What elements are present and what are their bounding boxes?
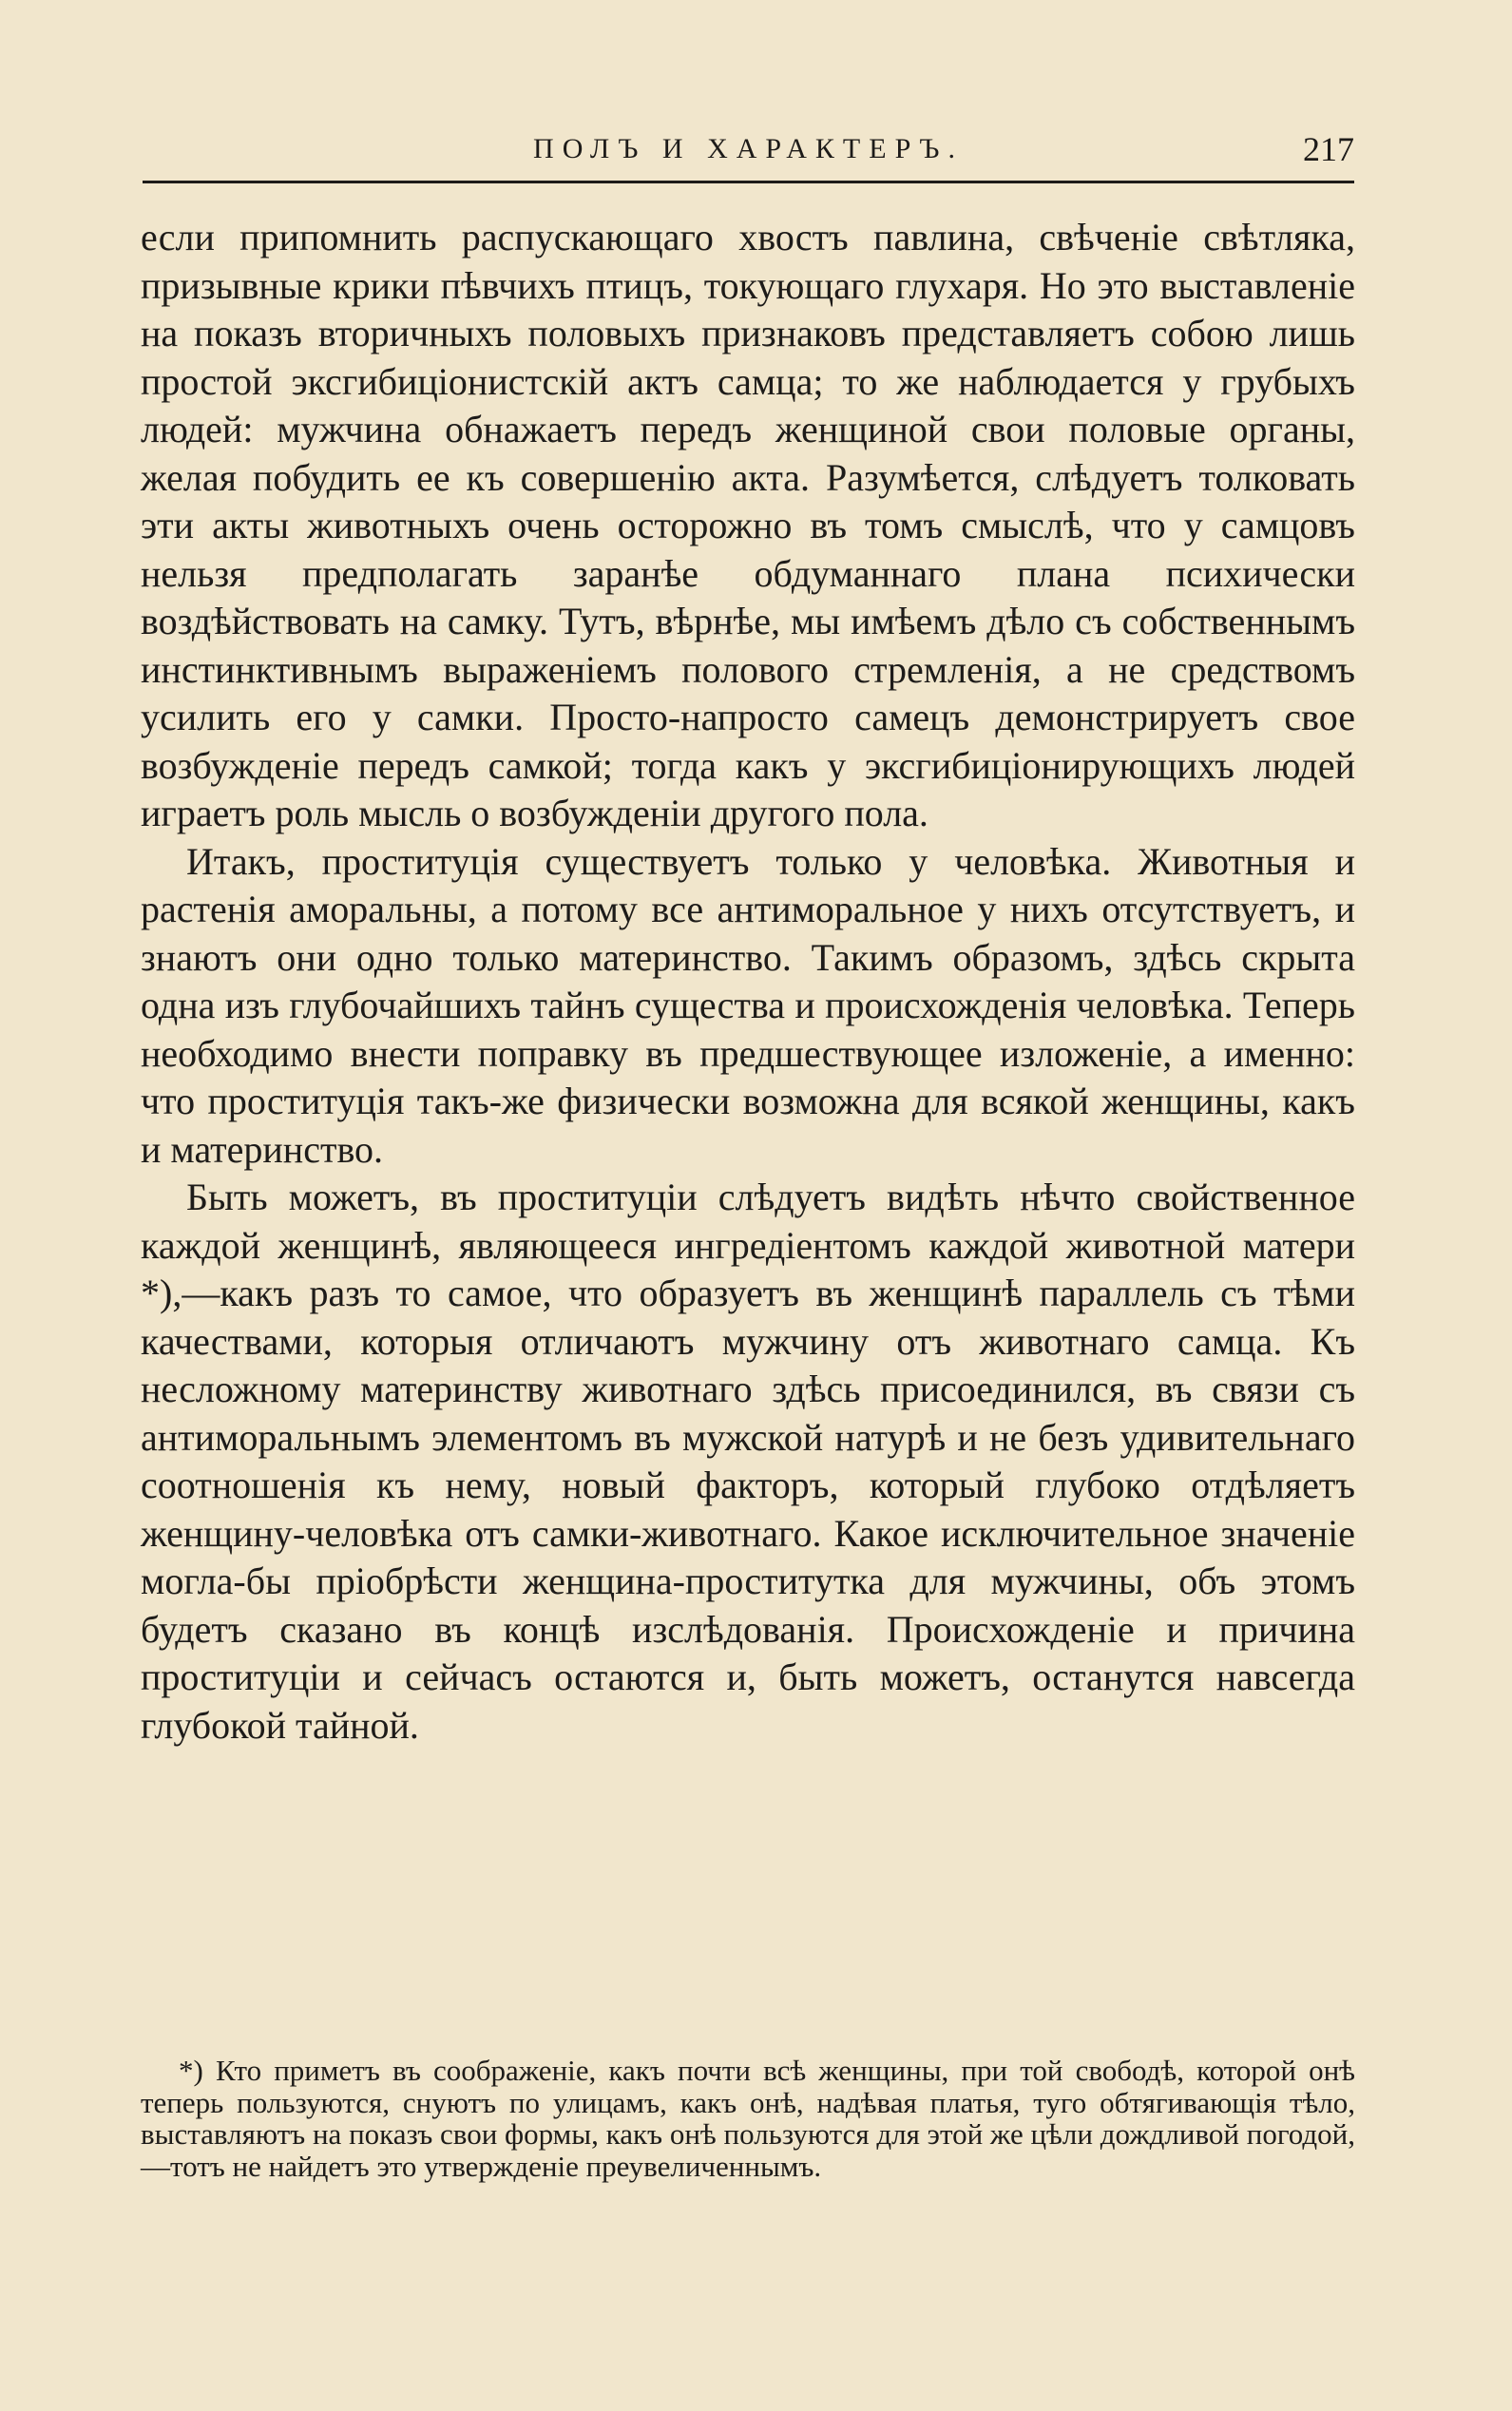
paragraph: если припомнить распускающаго хвостъ павлина, свѣченіе свѣтляка, призывные крики пѣвчихъ птицъ, токующаго глухаря. Но это выставленіе на показъ вторичныхъ половыхъ признаковъ представляетъ собою лишь простой эксгибиціонистскій актъ самца; то же наблюдается у грубыхъ людей: мужчина обнажаетъ передъ женщиной свои половые органы, желая побудить ее къ совершенію акта. Разумѣется, слѣдуетъ толковать эти акты животныхъ очень осторожно въ томъ смыслѣ, что у самцовъ нельзя предполагать заранѣе обдуманнаго плана психически воздѣйствовать на самку. Тутъ, вѣрнѣе, мы имѣемъ дѣло съ собственнымъ инстинктивнымъ выраженіемъ полового стремленія, а не средствомъ усилить его у самки. Просто-напросто самецъ демонстрируетъ свое возбужденіе передъ самкой; тогда какъ у эксгибиціонирующихъ людей играетъ роль мысль о возбужденіи другого пола. (141, 216, 1355, 834)
footnote: *) Кто приметъ въ соображеніе, какъ почти всѣ женщины, при той свободѣ, которой онѣ теперь пользуются, снуютъ по улицамъ, какъ онѣ, надѣвая платья, туго обтягивающія тѣло, выставляютъ на показъ свои формы, какъ онѣ пользуются для этой же цѣли дождливой погодой,—тотъ не найдетъ это утвержденіе преувеличеннымъ. (141, 2054, 1355, 2183)
running-title: ПОЛЪ И ХАРАКТЕРЪ. (533, 133, 964, 164)
main-text (141, 214, 1355, 1750)
paragraph: Итакъ, проституція существуетъ только у человѣка. Животныя и растенія аморальны, а потому все антиморальное у нихъ отсутствуетъ, и знаютъ они одно только материнство. Такимъ образомъ, здѣсь скрыта одна изъ глубочайшихъ тайнъ существа и происхожденія человѣка. Теперь необходимо внести поправку въ предшествующее изложеніе, а именно: что проституція такъ-же физически возможна для всякой женщины, какъ и материнство. (141, 839, 1355, 1171)
running-head (143, 125, 1354, 173)
paragraph: Быть можетъ, въ проституціи слѣдуетъ видѣть нѣчто свойственное каждой женщинѣ, являющееся ингредіентомъ каждой животной матери *),—какъ разъ то самое, что образуетъ въ женщинѣ параллель съ тѣми качествами, которыя отличаютъ мужчину отъ животнаго самца. Къ несложному материнству животнаго здѣсь присоединился, въ связи съ антиморальнымъ элементомъ въ мужской натурѣ и не безъ удивительнаго соотношенія къ нему, новый факторъ, который глубоко отдѣляетъ женщину-человѣка отъ самки-животнаго. Какое исключительное значеніе могла-бы пріобрѣсти женщина-проститутка для мужчины, объ этомъ будетъ сказано въ концѣ изслѣдованія. Происхожденіе и причина проституціи и сейчасъ остаются и, быть можетъ, останутся навсегда глубокой тайной. (141, 1176, 1355, 1747)
header-rule (143, 181, 1354, 183)
page-number: 217 (1303, 130, 1354, 168)
